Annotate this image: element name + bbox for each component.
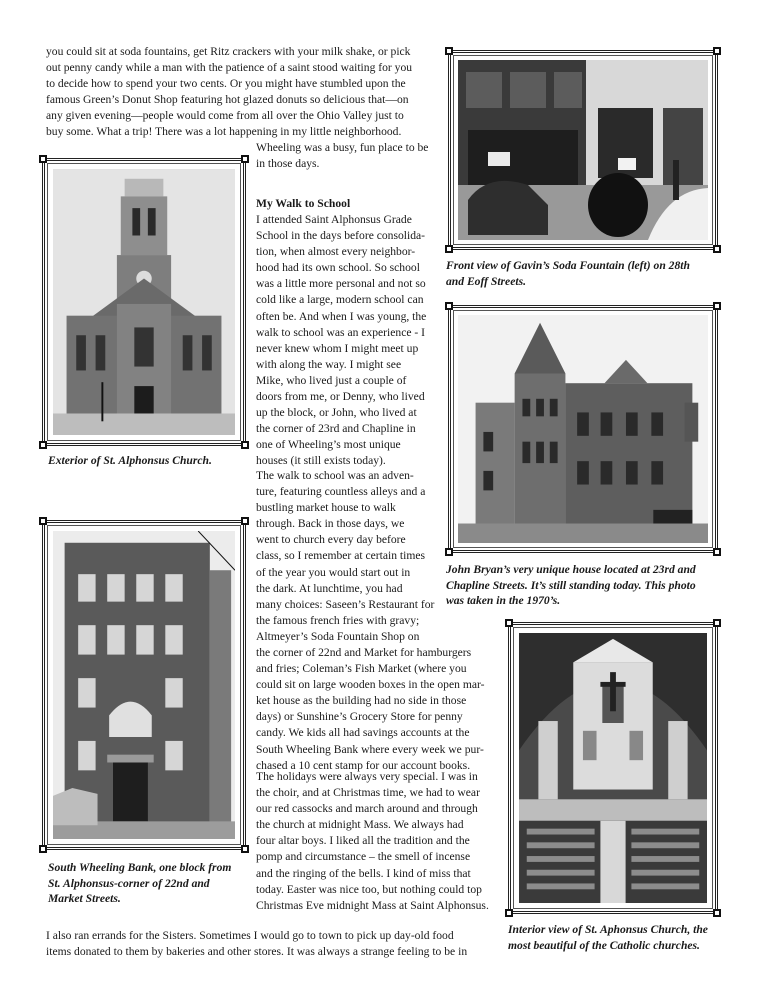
text-line: pomp and circumstance – the smell of incense (256, 850, 471, 864)
caption-line: South Wheeling Bank, one block from (48, 861, 232, 874)
text-line: one of Wheeling’s most unique (256, 438, 401, 452)
caption-line: and Eoff Streets. (446, 274, 526, 288)
photo-frame-soda-fountain (448, 50, 718, 250)
text-line: The walk to school was an adven- (256, 469, 414, 482)
caption-line: was taken in the 1970’s. (446, 594, 561, 607)
caption-line: most beautiful of the Catholic churches. (508, 938, 700, 952)
text-line: I attended Saint Alphonsus Grade (256, 213, 412, 226)
text-line: could sit on large wooden boxes in the open mar- (256, 678, 485, 692)
photo-frame-bryan-house (448, 305, 718, 553)
text-line: doors from me, or Denny, who lived (256, 390, 425, 404)
caption-church-interior (508, 922, 748, 953)
text-line: chased a 10 cent stamp for our account books. (256, 758, 471, 772)
text-line: our red cassocks and march around and through (256, 802, 478, 816)
caption-bank (48, 860, 253, 907)
text-line: Christmas Eve midnight Mass at Saint Alphonsus. (256, 898, 489, 912)
text-line: hood had its own school. So school (256, 261, 420, 275)
text-line: Mike, who lived just a couple of (256, 373, 407, 387)
photo-frame-church-exterior (42, 158, 246, 446)
text-line: with along the way. I might see (256, 357, 402, 371)
text-line: tion, when almost every neighbor- (256, 245, 416, 259)
text-line: The holidays were always very special. I was in (256, 770, 478, 783)
text-line: many choices: Saseen’s Restaurant for (256, 597, 435, 611)
text-line: and fries; Coleman’s Fish Market (where you (256, 662, 467, 676)
text-line: bustling market house to walk (256, 501, 396, 515)
church-exterior-photo (53, 169, 235, 435)
caption-line: Chapline Streets. It’s still standing today. This photo (446, 578, 696, 592)
text-line: the choir, and at Christmas time, we had to wear (256, 786, 480, 800)
text-line: and the ringing of the bells. I kind of miss that (256, 866, 471, 880)
caption-line: Interior view of St. Aphonsus Church, the (508, 923, 708, 936)
text-line: School in the days before consolida- (256, 229, 426, 243)
text-line: up the block, or John, who lived at (256, 406, 417, 420)
text-line: famous Green’s Donut Shop featuring hot glazed donuts so delicious that—on (46, 93, 409, 107)
text-line: today. Easter was nice too, but nothing could top (256, 882, 482, 896)
caption-line: Front view of Gavin’s Soda Fountain (left) on 28th (446, 259, 690, 272)
text-line: you could sit at soda fountains, get Ritz crackers with your milk shake, or pick (46, 45, 411, 58)
walk-paragraph (256, 468, 446, 645)
text-line: the corner of 22nd and Market for hamburgers (256, 646, 472, 659)
text-line: any given evening—people would come from all over the Ohio Valley just to (46, 109, 404, 123)
caption-line: Exterior of St. Alphonsus Church. (48, 454, 212, 467)
text-line: never knew whom I might meet up (256, 341, 419, 355)
text-line: the church at midnight Mass. We always had (256, 818, 464, 832)
intro-paragraph (46, 44, 438, 141)
intro-paragraph-tail (256, 140, 446, 172)
text-line: days) or Sunshine’s Grocery Store for penny (256, 710, 463, 724)
text-line: was a little more personal and not so (256, 277, 426, 291)
text-line: the famous french fries with gravy; (256, 613, 420, 627)
photo-frame-church-interior (508, 622, 718, 914)
errand-paragraph (46, 928, 502, 960)
caption-soda-fountain (446, 258, 746, 289)
caption-line: Market Streets. (48, 892, 121, 905)
text-line: ket house as the building had no side in those (256, 694, 467, 708)
text-line: went to church every day before (256, 533, 406, 547)
text-line: of the year you would start out in (256, 565, 411, 579)
walk-paragraph-wide (256, 645, 498, 774)
text-line: buy some. What a trip! There was a lot happening in my little neighborhood. (46, 125, 402, 139)
text-line: items donated to them by bakeries and other stores. It was always a strange feeling to be in (46, 945, 468, 959)
text-line: class, so I remember at certain times (256, 549, 426, 563)
holiday-paragraph (256, 769, 500, 914)
text-line: in those days. (256, 157, 320, 171)
text-line: through. Back in those days, we (256, 517, 405, 531)
text-line: to decide how to spend your two cents. Or you might have stumbled upon the (46, 77, 406, 91)
text-line: candy. We kids all had savings accounts at the (256, 726, 470, 740)
photo-frame-bank (42, 520, 246, 850)
text-line: often be. And when I was young, the (256, 309, 427, 323)
text-line: cold like a large, modern school can (256, 293, 424, 307)
school-paragraph (256, 212, 446, 470)
text-line: South Wheeling Bank where every week we pur- (256, 742, 484, 756)
text-line: Wheeling was a busy, fun place to be (256, 141, 429, 154)
text-line: ture, featuring countless alleys and a (256, 485, 426, 499)
text-line: out penny candy while a man with the patience of a saint stood waiting for you (46, 61, 413, 75)
caption-line: St. Alphonsus-corner of 22nd and (48, 876, 210, 890)
soda-fountain-photo (458, 60, 708, 240)
bank-photo (53, 531, 235, 839)
caption-church-exterior (48, 453, 248, 469)
text-line: the corner of 23rd and Chapline in (256, 422, 416, 436)
text-line: the dark. At lunchtime, you had (256, 581, 403, 595)
caption-bryan-house (446, 562, 746, 609)
caption-line: John Bryan’s very unique house located at 23rd and (446, 563, 696, 576)
section-heading: My Walk to School (256, 197, 351, 210)
bryan-house-photo (458, 315, 708, 543)
text-line: Altmeyer’s Soda Fountain Shop on (256, 629, 420, 643)
church-interior-photo (519, 633, 707, 903)
text-line: four altar boys. I liked all the tradition and the (256, 834, 470, 848)
text-line: houses (it still exists today). (256, 454, 386, 468)
text-line: I also ran errands for the Sisters. Sometimes I would go to town to pick up day-old food (46, 929, 454, 942)
text-line: walk to school was an experience - I (256, 325, 426, 339)
